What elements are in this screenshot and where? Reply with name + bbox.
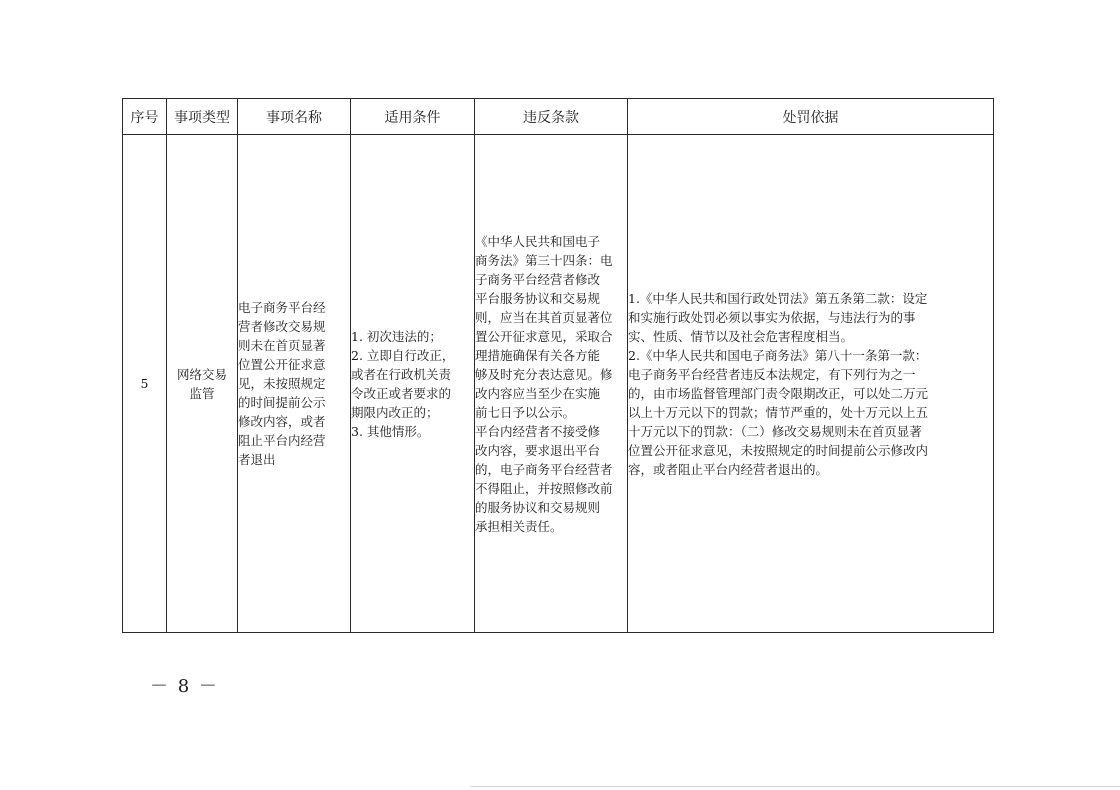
condition-line: 令改正或者要求的	[351, 385, 452, 401]
header-number: 序号	[123, 99, 167, 135]
name-line: 营者修改交易规	[238, 319, 326, 334]
penalty-table	[122, 98, 994, 633]
clause-line: 改内容，要求退出平台	[475, 442, 601, 458]
basis-line: 的，由市场监督管理部门责令限期改正，可以处二万元	[628, 385, 929, 401]
basis-line: 和实施行政处罚必须以事实为依据，与违法行为的事	[628, 309, 916, 325]
clause-line: 改内容应当至少在实施	[475, 385, 601, 401]
clause-line: 平台服务协议和交易规	[475, 290, 601, 306]
scan-edge-divider	[470, 786, 1120, 787]
header-basis: 处罚依据	[628, 99, 994, 135]
basis-line: 位置公开征求意见，未按照规定的时间提前公示修改内	[628, 442, 929, 458]
clause-line: 承担相关责任。	[475, 518, 563, 534]
clause-line: 的服务协议和交易规则	[475, 499, 601, 515]
clause-line: 子商务平台经营者修改	[475, 271, 601, 287]
name-line: 则未在首页显著	[238, 338, 326, 353]
cell-basis	[628, 135, 994, 633]
clause-line: 平台内经营者不接受修	[475, 423, 601, 439]
basis-line: 以上十万元以下的罚款；情节严重的，处十万元以上五	[628, 404, 929, 420]
cell-condition	[351, 135, 475, 633]
cell-name	[238, 135, 351, 633]
condition-line: 或者在行政机关责	[351, 366, 452, 382]
name-line: 阻止平台内经营	[238, 433, 326, 448]
basis-line: 实、性质、情节以及社会危害程度相当。	[628, 328, 854, 344]
header-clause: 违反条款	[475, 99, 628, 135]
clause-line: 前七日予以公示。	[475, 404, 576, 420]
clause-line: 置公开征求意见，采取合	[475, 328, 613, 344]
basis-line: 容，或者阻止平台内经营者退出的。	[628, 461, 829, 477]
clause-line: 够及时充分表达意见。修	[475, 366, 613, 382]
header-row	[123, 99, 994, 135]
name-line: 者退出	[238, 452, 276, 467]
name-line: 见，未按照规定	[238, 376, 326, 391]
header-condition: 适用条件	[351, 99, 475, 135]
name-line: 修改内容，或者	[238, 414, 326, 429]
clause-line: 《中华人民共和国电子	[475, 233, 601, 249]
type-line: 监管	[189, 385, 215, 401]
header-name: 事项名称	[238, 99, 351, 135]
condition-line: 1. 初次违法的；	[351, 328, 442, 344]
basis-line: 十万元以下的罚款：（二）修改交易规则未在首页显著	[628, 423, 922, 439]
header-type: 事项类型	[167, 99, 238, 135]
basis-line: 2.《中华人民共和国电子商务法》第八十一条第一款：	[628, 347, 928, 363]
type-line: 网络交易	[176, 366, 227, 382]
cell-type	[167, 135, 238, 633]
cell-number: 5	[123, 135, 167, 633]
clause-line: 不得阻止，并按照修改前	[475, 480, 613, 496]
basis-line: 1.《中华人民共和国行政处罚法》第五条第二款：设定	[628, 290, 928, 306]
name-line: 位置公开征求意	[238, 357, 326, 372]
name-line: 的时间提前公示	[238, 395, 326, 410]
basis-line: 电子商务平台经营者违反本法规定，有下列行为之一	[628, 366, 916, 382]
condition-line: 3. 其他情形。	[351, 423, 430, 439]
clause-line: 则，应当在其首页显著位	[475, 309, 613, 325]
page-number: － 8 －	[150, 676, 219, 697]
condition-line: 期限内改正的；	[351, 404, 439, 420]
clause-line: 商务法》第三十四条：电	[475, 252, 613, 268]
cell-clause	[475, 135, 628, 633]
clause-line: 的，电子商务平台经营者	[475, 461, 613, 477]
condition-line: 2. 立即自行改正，	[351, 347, 455, 363]
table-row	[123, 135, 994, 633]
clause-line: 理措施确保有关各方能	[475, 347, 601, 363]
name-line: 电子商务平台经	[238, 300, 326, 315]
